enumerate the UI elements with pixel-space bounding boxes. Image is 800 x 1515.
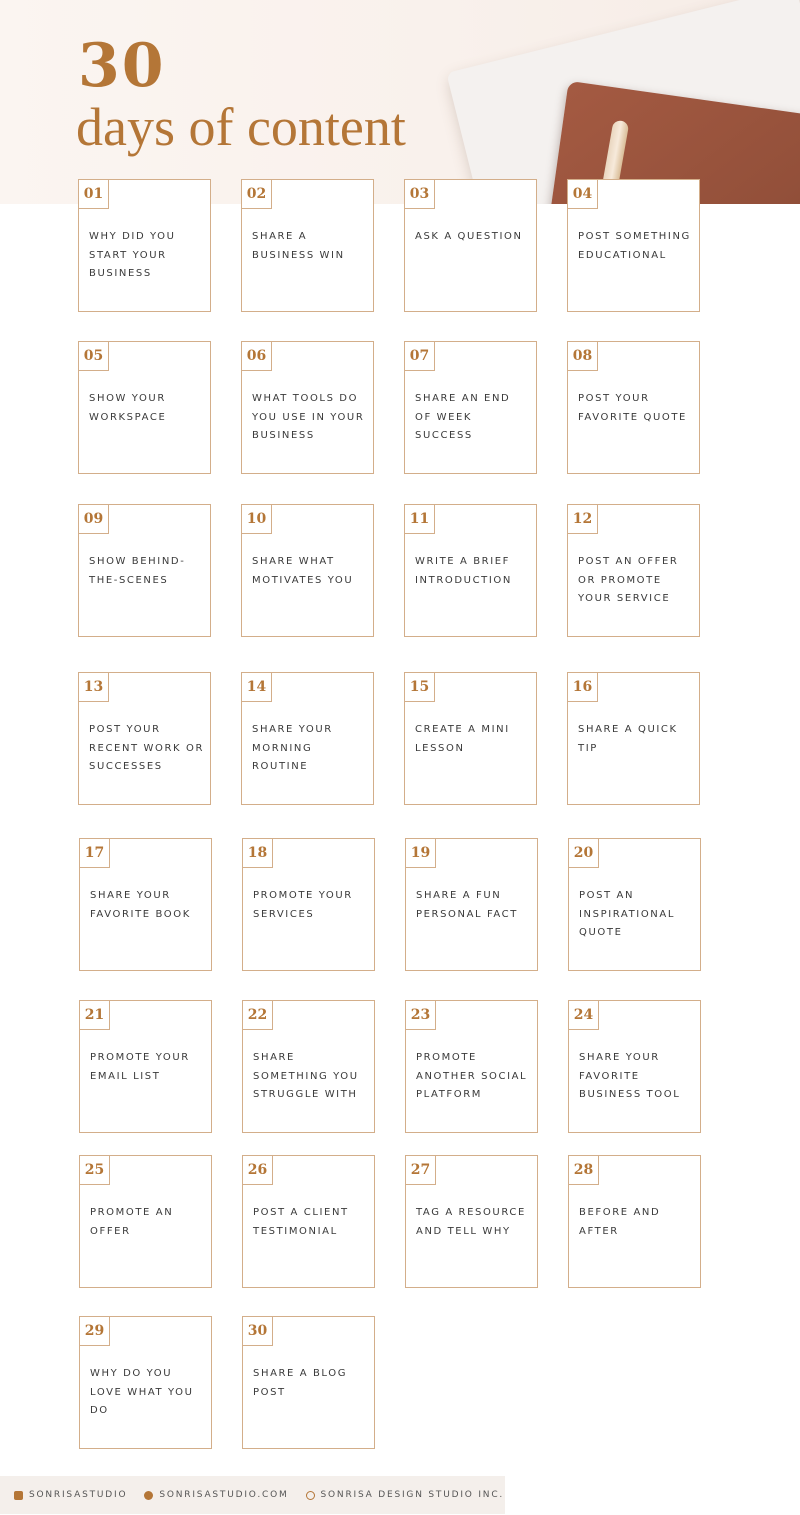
day-number: 09 bbox=[78, 504, 109, 534]
footer-bar bbox=[0, 1476, 505, 1514]
day-number: 18 bbox=[242, 838, 273, 868]
footer-copyright-label: SONRISA DESIGN STUDIO INC. bbox=[320, 1490, 505, 1500]
footer-website-label: SONRISASTUDIO.COM bbox=[159, 1490, 289, 1500]
day-card bbox=[78, 504, 211, 637]
day-prompt: ASK A QUESTION bbox=[415, 231, 523, 242]
day-card bbox=[79, 1155, 212, 1288]
day-number: 24 bbox=[568, 1000, 599, 1030]
day-number: 10 bbox=[241, 504, 272, 534]
day-card bbox=[567, 504, 700, 637]
day-prompt: WHAT TOOLS DO YOU USE IN YOUR BUSINESS bbox=[252, 393, 365, 441]
hero-banner bbox=[0, 0, 800, 204]
day-prompt: PROMOTE AN OFFER bbox=[90, 1207, 174, 1237]
day-card bbox=[404, 341, 537, 474]
day-number: 12 bbox=[567, 504, 598, 534]
globe-icon bbox=[144, 1491, 153, 1500]
day-prompt: SHOW YOUR WORKSPACE bbox=[89, 393, 167, 423]
day-number: 20 bbox=[568, 838, 599, 868]
day-prompt: WHY DO YOU LOVE WHAT YOU DO bbox=[90, 1368, 194, 1416]
day-card bbox=[567, 672, 700, 805]
day-card bbox=[78, 672, 211, 805]
day-number: 08 bbox=[567, 341, 598, 371]
day-number: 13 bbox=[78, 672, 109, 702]
day-number: 14 bbox=[241, 672, 272, 702]
day-prompt: PROMOTE ANOTHER SOCIAL PLATFORM bbox=[416, 1052, 528, 1100]
day-card bbox=[567, 341, 700, 474]
day-number: 23 bbox=[405, 1000, 436, 1030]
day-card bbox=[242, 1000, 375, 1133]
day-card bbox=[405, 838, 538, 971]
day-prompt: CREATE A MINI LESSON bbox=[415, 724, 510, 754]
day-card bbox=[78, 179, 211, 312]
day-prompt: SHARE WHAT MOTIVATES YOU bbox=[252, 556, 354, 586]
day-prompt: SHARE A BLOG POST bbox=[253, 1368, 348, 1398]
day-number: 28 bbox=[568, 1155, 599, 1185]
day-number: 25 bbox=[79, 1155, 110, 1185]
day-number: 07 bbox=[404, 341, 435, 371]
day-prompt: SHOW BEHIND-THE-SCENES bbox=[89, 556, 186, 586]
day-number: 27 bbox=[405, 1155, 436, 1185]
day-prompt: POST YOUR FAVORITE QUOTE bbox=[578, 393, 687, 423]
day-card bbox=[568, 1000, 701, 1133]
day-number: 21 bbox=[79, 1000, 110, 1030]
day-card bbox=[78, 341, 211, 474]
day-number: 06 bbox=[241, 341, 272, 371]
day-number: 01 bbox=[78, 179, 109, 209]
day-card bbox=[79, 838, 212, 971]
day-card bbox=[567, 179, 700, 312]
day-prompt: SHARE YOUR MORNING ROUTINE bbox=[252, 724, 333, 772]
day-card bbox=[241, 504, 374, 637]
day-number: 02 bbox=[241, 179, 272, 209]
day-number: 22 bbox=[242, 1000, 273, 1030]
day-prompt: SHARE YOUR FAVORITE BUSINESS TOOL bbox=[579, 1052, 681, 1100]
day-card bbox=[241, 672, 374, 805]
day-card bbox=[242, 1155, 375, 1288]
day-card bbox=[568, 838, 701, 971]
title-number: 30 bbox=[78, 31, 166, 101]
day-number: 30 bbox=[242, 1316, 273, 1346]
day-prompt: TAG A RESOURCE AND TELL WHY bbox=[416, 1207, 526, 1237]
day-prompt: WHY DID YOU START YOUR BUSINESS bbox=[89, 231, 176, 279]
day-prompt: POST AN INSPIRATIONAL QUOTE bbox=[579, 890, 675, 938]
day-prompt: POST AN OFFER OR PROMOTE YOUR SERVICE bbox=[578, 556, 679, 604]
day-card bbox=[404, 504, 537, 637]
footer-website[interactable] bbox=[144, 1490, 288, 1500]
day-prompt: POST SOMETHING EDUCATIONAL bbox=[578, 231, 691, 261]
day-prompt: PROMOTE YOUR SERVICES bbox=[253, 890, 353, 920]
footer-copyright bbox=[306, 1490, 505, 1500]
day-number: 17 bbox=[79, 838, 110, 868]
day-number: 11 bbox=[404, 504, 435, 534]
day-card bbox=[79, 1000, 212, 1133]
day-prompt: SHARE A QUICK TIP bbox=[578, 724, 678, 754]
day-card bbox=[241, 179, 374, 312]
day-prompt: SHARE A FUN PERSONAL FACT bbox=[416, 890, 518, 920]
day-prompt: WRITE A BRIEF INTRODUCTION bbox=[415, 556, 512, 586]
day-card bbox=[242, 1316, 375, 1449]
title-text: days of content bbox=[76, 97, 406, 157]
footer-instagram-label: SONRISASTUDIO bbox=[29, 1490, 128, 1500]
footer-instagram[interactable] bbox=[14, 1490, 127, 1500]
copyright-icon bbox=[306, 1491, 315, 1500]
day-number: 05 bbox=[78, 341, 109, 371]
day-prompt: SHARE SOMETHING YOU STRUGGLE WITH bbox=[253, 1052, 359, 1100]
day-card bbox=[79, 1316, 212, 1449]
day-card bbox=[242, 838, 375, 971]
day-number: 16 bbox=[567, 672, 598, 702]
day-card bbox=[405, 1155, 538, 1288]
day-card bbox=[241, 341, 374, 474]
day-prompt: SHARE A BUSINESS WIN bbox=[252, 231, 345, 261]
instagram-icon bbox=[14, 1491, 23, 1500]
day-prompt: BEFORE AND AFTER bbox=[579, 1207, 661, 1237]
day-prompt: SHARE AN END OF WEEK SUCCESS bbox=[415, 393, 511, 441]
day-number: 26 bbox=[242, 1155, 273, 1185]
day-number: 29 bbox=[79, 1316, 110, 1346]
day-card bbox=[568, 1155, 701, 1288]
day-card bbox=[404, 179, 537, 312]
day-number: 04 bbox=[567, 179, 598, 209]
day-prompt: POST YOUR RECENT WORK OR SUCCESSES bbox=[89, 724, 204, 772]
day-card bbox=[404, 672, 537, 805]
day-number: 15 bbox=[404, 672, 435, 702]
day-prompt: SHARE YOUR FAVORITE BOOK bbox=[90, 890, 191, 920]
day-card bbox=[405, 1000, 538, 1133]
day-prompt: PROMOTE YOUR EMAIL LIST bbox=[90, 1052, 190, 1082]
day-prompt: POST A CLIENT TESTIMONIAL bbox=[253, 1207, 349, 1237]
day-number: 03 bbox=[404, 179, 435, 209]
day-number: 19 bbox=[405, 838, 436, 868]
